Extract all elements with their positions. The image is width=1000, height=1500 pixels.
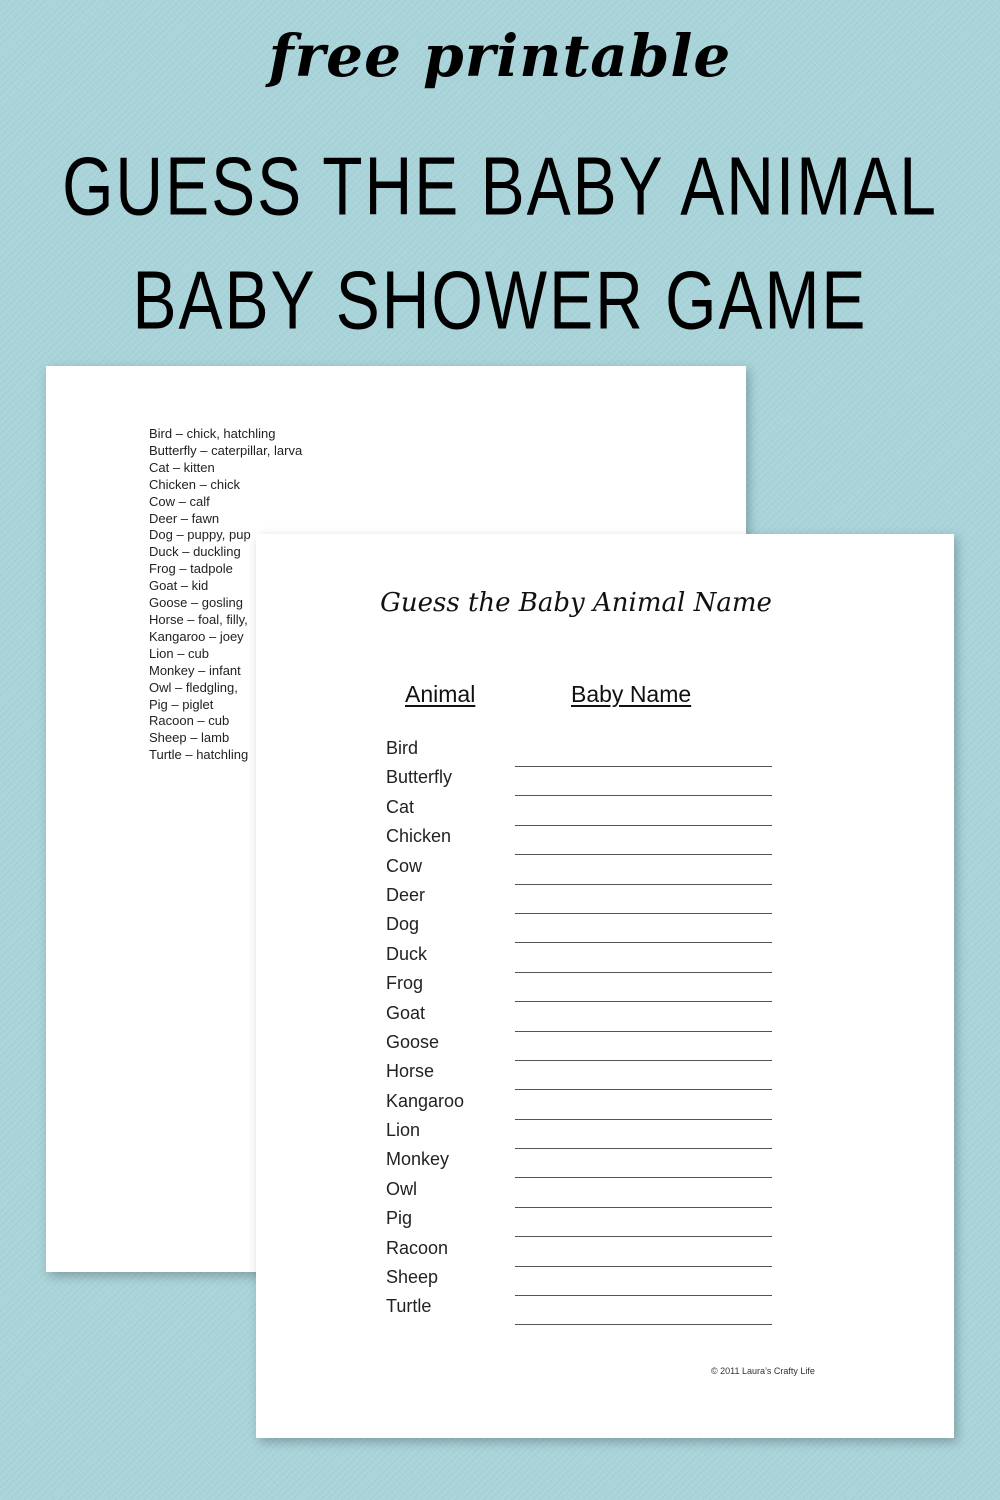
animal-name: Monkey [386,1149,450,1170]
answer-item: Sheep – lamb [149,730,230,746]
animal-name: Butterfly [386,767,453,788]
animal-name: Lion [386,1120,421,1141]
answer-item: Duck – duckling [149,544,241,560]
answer-item: Chicken – chick [149,476,241,492]
animal-name: Owl [386,1178,417,1199]
animal-name: Frog [386,973,424,994]
answer-item: Cow – calf [149,493,210,509]
table-row [256,884,954,913]
animal-name: Goat [386,1002,426,1023]
table-row [256,1178,954,1207]
animal-name: Cat [386,796,415,817]
animal-name: Duck [386,943,428,964]
table-row [256,1266,954,1295]
animal-name: Dog [386,914,420,935]
table-row [256,1295,954,1324]
column-header-animal: Animal [405,681,476,707]
answer-item: Frog – tadpole [149,561,233,577]
table-row [256,1031,954,1060]
table-row [256,1119,954,1148]
answer-item: Owl – fledgling, [149,679,238,695]
table-row [256,1002,954,1031]
animal-name: Kangaroo [386,1090,465,1111]
animal-name: Turtle [386,1296,432,1317]
answer-item: Dog – puppy, pup [149,527,251,543]
answer-item: Pig – piglet [149,696,214,712]
table-row [256,1207,954,1236]
table-row [256,1148,954,1177]
table-row [256,825,954,854]
animal-name: Pig [386,1208,413,1229]
game-sheet [256,534,954,1438]
animal-name: Horse [386,1061,435,1082]
answer-blank-line[interactable] [515,1324,772,1325]
column-header-baby-name: Baby Name [571,681,692,707]
animal-name: Goose [386,1031,440,1052]
answer-item: Horse – foal, filly, [149,611,248,627]
page-title-line-2: BABY SHOWER GAME [132,253,868,346]
answer-item: Monkey – infant [149,662,241,678]
copyright-notice: © 2011 Laura’s Crafty Life [711,1366,815,1376]
table-row [256,796,954,825]
animal-name: Chicken [386,826,452,847]
animal-name: Sheep [386,1267,439,1288]
answer-item: Butterfly – caterpillar, larva [149,442,303,458]
subtitle: free printable [268,22,732,90]
table-row [256,1060,954,1089]
answer-item: Kangaroo – joey [149,628,244,644]
answer-item: Goose – gosling [149,595,243,611]
answer-item: Goat – kid [149,578,209,594]
answer-rows [256,737,954,1325]
answer-item: Cat – kitten [149,459,215,475]
answer-item: Lion – cub [149,645,209,661]
table-row [256,943,954,972]
table-row [256,1090,954,1119]
answer-item: Turtle – hatchling [149,747,249,763]
table-row [256,972,954,1001]
table-row [256,855,954,884]
animal-name: Bird [386,738,419,758]
answer-item: Deer – fawn [149,510,220,526]
game-title: Guess the Baby Animal Name [380,588,772,618]
table-row [256,737,954,766]
table-row [256,1237,954,1266]
table-row [256,913,954,942]
animal-name: Racoon [386,1237,449,1258]
animal-name: Cow [386,855,423,876]
answer-item: Bird – chick, hatchling [149,426,276,441]
table-row [256,766,954,795]
page-title-line-1: GUESS THE BABY ANIMAL [62,139,938,232]
answer-item: Racoon – cub [149,713,230,729]
animal-name: Deer [386,884,426,905]
